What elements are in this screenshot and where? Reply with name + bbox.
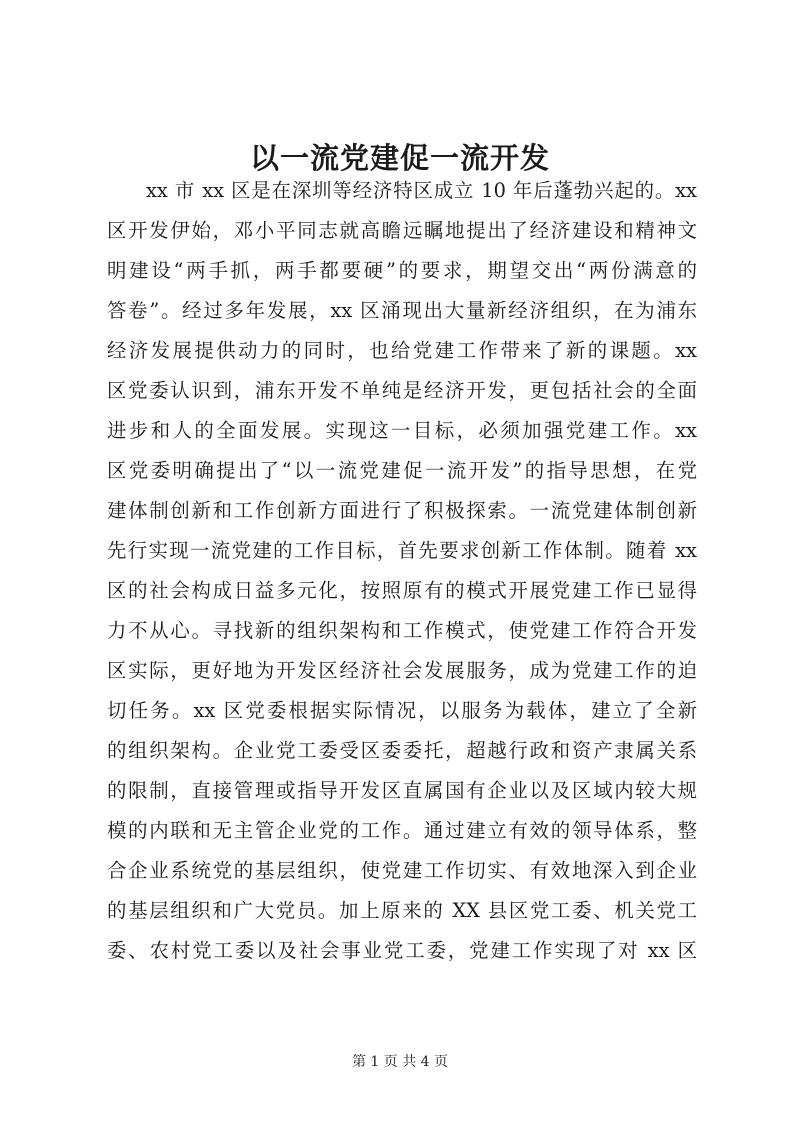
text-line: 的限制，直接管理或指导开发区直属国有企业以及区域内较大规 xyxy=(107,779,697,802)
text-line: 力不从心。寻找新的组织架构和工作模式，使党建工作符合开发 xyxy=(107,619,697,642)
text-line: 明建设“两手抓，两手都要硬”的要求，期望交出“两份满意的 xyxy=(107,259,697,282)
text-line: xx 市 xx 区是在深圳等经济特区成立 10 年后蓬勃兴起的。xx xyxy=(146,179,697,202)
text-line: 区开发伊始，邓小平同志就高瞻远瞩地提出了经济建设和精神文 xyxy=(107,219,697,242)
text-line: 模的内联和无主管企业党的工作。通过建立有效的领导体系，整 xyxy=(107,819,697,842)
text-line: 委、农村党工委以及社会事业党工委，党建工作实现了对 xx 区 xyxy=(107,939,697,962)
text-line: 区党委认识到，浦东开发不单纯是经济开发，更包括社会的全面 xyxy=(107,379,697,402)
text-line: 建体制创新和工作创新方面进行了积极探索。一流党建体制创新 xyxy=(107,499,697,522)
text-line: 经济发展提供动力的同时，也给党建工作带来了新的课题。xx xyxy=(107,339,697,362)
body-paragraph xyxy=(107,171,697,971)
page-number: 第 1 页 共 4 页 xyxy=(351,1054,449,1070)
text-line: 区的社会构成日益多元化，按照原有的模式开展党建工作已显得 xyxy=(107,579,697,602)
text-line: 合企业系统党的基层组织，使党建工作切实、有效地深入到企业 xyxy=(107,859,697,882)
text-line: 的基层组织和广大党员。加上原来的 XX 县区党工委、机关党工 xyxy=(107,899,697,922)
page-title: 以一流党建促一流开发 xyxy=(249,141,550,175)
text-line: 切任务。xx 区党委根据实际情况，以服务为载体，建立了全新 xyxy=(107,699,697,722)
text-line: 进步和人的全面发展。实现这一目标，必须加强党建工作。xx xyxy=(107,419,697,442)
text-line: 先行实现一流党建的工作目标，首先要求创新工作体制。随着 xx xyxy=(107,539,697,562)
text-line: 的组织架构。企业党工委受区委委托，超越行政和资产隶属关系 xyxy=(107,739,697,762)
text-line: 答卷”。经过多年发展，xx 区涌现出大量新经济组织，在为浦东 xyxy=(107,299,697,322)
text-line: 区党委明确提出了“以一流党建促一流开发”的指导思想，在党 xyxy=(107,459,697,482)
text-line: 区实际，更好地为开发区经济社会发展服务，成为党建工作的迫 xyxy=(107,659,697,682)
